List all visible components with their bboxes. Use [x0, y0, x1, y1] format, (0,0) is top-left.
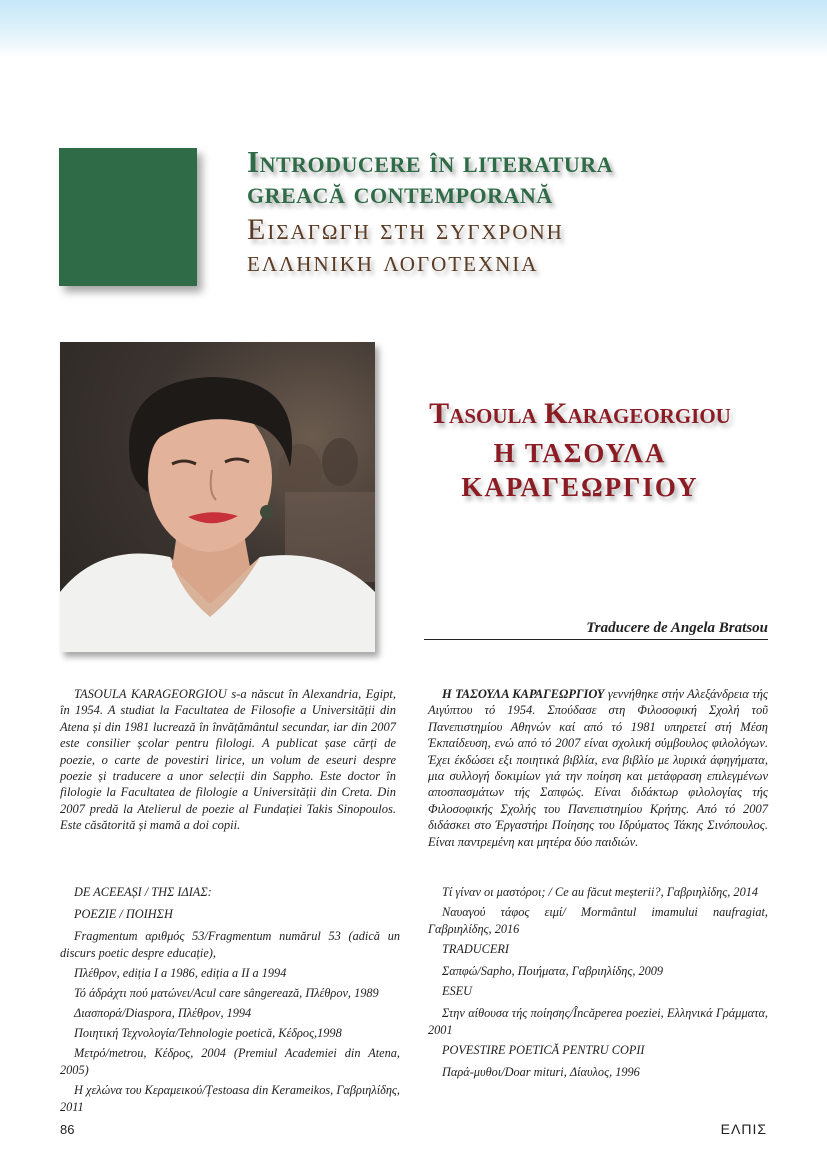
work-item: Παρά-μυθοι/Doar mituri, Δίαυλος, 1996 [442, 1065, 640, 1079]
biography-greek-name: Η ΤΑΣΟΥΛΑ ΚΑΡΑΓΕΩΡΓΙΟΥ [442, 687, 605, 701]
section-title [247, 146, 767, 278]
works-category-translations: TRADUCERI [442, 942, 509, 956]
page-number: 86 [60, 1122, 75, 1137]
journal-name: ΕΛΠΙΣ [720, 1121, 767, 1137]
translator-credit: Traducere de Angela Bratsou [424, 620, 768, 640]
work-item: Μετρό/metrou, Κέδρος, 2004 (Premiul Academiei din Atena, 2005) [60, 1046, 400, 1077]
works-category-essay: ESEU [442, 984, 473, 998]
biography-romanian: TASOULA KARAGEORGIOU s-a născut în Alexandria, Egipt, în 1954. A studiat la Facultatea de Filosofie a Universității din Atena și din 1981 lucrează în învățământul secundar, iar din 2007 este consilier școlar pentru filologi. A publicat șase cărți de poezie, o carte de povestiri lirice, un volum de eseuri despre poezie și traducere a unor selecții din Sappho. Este doctor în filologie la Facultatea de filologie a Universității din Creta. Din 2007 predă la Atelierul de poezie al Fundației Takis Sinopoulos. Este căsătorită și mamă a doi copii. [60, 687, 396, 833]
work-item: Ναυαγού τάφος ειμί/ Mormântul imamului naufragiat, Γαβριηλίδης, 2016 [428, 905, 768, 936]
works-list-right [428, 884, 768, 1084]
works-list-left [60, 884, 400, 1119]
author-name [390, 396, 770, 504]
author-name-greek: Η ΤΑΣΟΥΛΑ ΚΑΡΑΓΕΩΡΓΙΟΥ [461, 438, 699, 502]
work-item: Τό άδράχτι πού ματώνει/Acul care sângerează, Πλέθρον, 1989 [74, 986, 379, 1000]
works-heading: DE ACEEAȘI / ΤΗΣ ΙΔΙΑΣ: [74, 885, 212, 899]
work-item: Η χελώνα του Κεραμεικού/Țestoasa din Kerameikos, Γαβριηλίδης, 2011 [60, 1083, 400, 1114]
section-color-block [59, 148, 197, 286]
works-category-poetry: POEZIE / ΠΟΙΗΣΗ [74, 907, 173, 921]
works-category-children: POVESTIRE POETICĂ PENTRU COPII [442, 1043, 645, 1057]
work-item: Τί γίναν οι μαστόροι; / Ce au făcut meșterii?, Γαβριηλίδης, 2014 [442, 885, 759, 899]
top-gradient-band [0, 0, 827, 58]
work-item: Διασπορά/Diaspora, Πλέθρον, 1994 [74, 1006, 252, 1020]
section-title-romanian: Introducere în literatura greacă contemporană [247, 144, 614, 210]
work-item: Ποιητική Τεχνολογία/Tehnologie poetică, Κέδρος,1998 [74, 1026, 342, 1040]
work-item: Στην αίθουσα τής ποίησης/Încăperea poeziei, Ελληνικά Γράμματα, 2001 [428, 1006, 768, 1037]
work-item: Πλέθρον, ediția I a 1986, ediția a II a 1994 [74, 966, 287, 980]
section-title-greek: Εισαγωγη στη συγχρονη ελληνικη λογοτεχνια [247, 213, 564, 278]
work-item: Fragmentum αριθμός 53/Fragmentum numărul 53 (adică un discurs poetic despre educație), [60, 929, 400, 960]
work-item: Σαπφώ/Sapho, Ποιήματα, Γαβριηλίδης, 2009 [442, 964, 664, 978]
author-portrait-photo [60, 342, 375, 652]
biography-greek: Η ΤΑΣΟΥΛΑ ΚΑΡΑΓΕΩΡΓΙΟΥ γεννήθηκε στήν Αλεξάνδρεια τής Αιγύπτου τό 1954. Σπούδασε στη Φιλοσοφική Σχολή τοῦ Πανεπιστημίου Αθηνών καί από τό 1981 υπηρετεί στή Μέση Έκπαίδευση, ενώ από τό 2007 είναι σχολική σύμβουλος φιλολόγων. Έχει έκδώσει εξι ποιητικά βιβλία, ενα βιβλίο με λυρικά άφηγήματα, μια συλλογή δοκιμίων γιά την ποίηση και μετάφραση επιλεγμένων αποσπασμάτων τής Σαπφώς. Είναι διδάκτωρ φιλολογίας τής Φιλοσοφικής Σχολής του Πανεπιστημίου Κρήτης. Από τό 2007 διδάσκει στο Έργαστήρι Ποίησης του Ιδρύματος Τάκης Σινόπουλος. Είναι παντρεμένη και μητέρα δύο παιδιών. [428, 687, 768, 849]
author-name-romanian: Tasoula Karageorgiou [429, 397, 731, 430]
